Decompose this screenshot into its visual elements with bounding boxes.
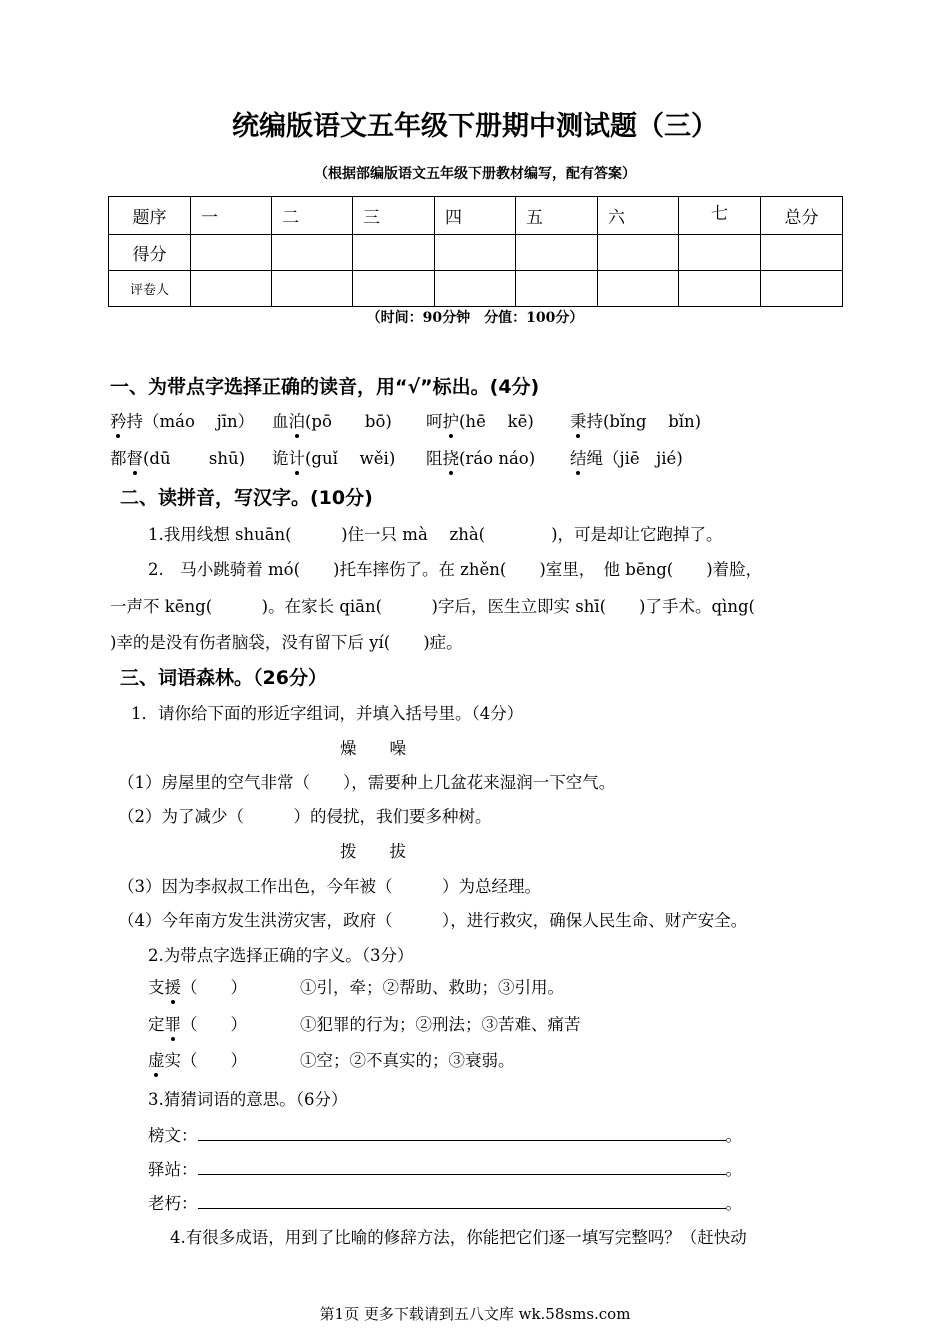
question-line: 2.为带点字选择正确的字义。（3分） [148,946,414,965]
score-input-cell[interactable] [191,235,272,271]
score-table-cell: 得分 [109,235,191,271]
pinyin-item: 诡计(guǐ wěi) [272,449,396,468]
pinyin-item: 结绳（jiē jié) [570,449,683,468]
char-pair: 拨 拔 [340,842,406,861]
grader-input-cell[interactable] [191,271,272,307]
score-input-cell[interactable] [353,235,435,271]
meaning-definition: ①空；②不真实的；③衰弱。 [300,1051,515,1070]
question-line: （3）因为李叔叔工作出色，今年被（ ）为总经理。 [118,877,541,896]
section-3-heading: 三、词语森林。（26分） [120,667,327,689]
score-table-cell: 七 [679,197,761,235]
pinyin-item: 秉持(bǐng bǐn) [570,412,702,431]
score-table-header-row [109,197,843,235]
question-line: 2. 马小跳骑着 mó( )托车摔伤了。在 zhěn( )室里， 他 bēng( )着脸， [148,560,763,579]
question-line: 1．请你给下面的形近字组词，并填入括号里。（4分） [131,704,524,723]
score-table-cell: 二 [272,197,353,235]
word-meaning-row: 老朽： 。 [148,1194,742,1213]
page-subtitle: （根据部编版语文五年级下册教材编写，配有答案） [314,166,636,182]
question-line: )幸的是没有伤者脑袋，没有留下后 yí( )症。 [110,633,463,652]
time-info: （时间：90分钟 分值：100分） [366,310,584,326]
meaning-item: 虚实（ ） [148,1051,247,1070]
question-line: 1.我用线想 shuān( )住一只 mà zhà( )，可是却让它跑掉了。 [148,525,723,544]
meaning-definition: ①犯罪的行为；②刑法；③苦难、痛苦 [300,1015,581,1034]
grader-input-cell[interactable] [679,271,761,307]
score-table-score-row [109,235,843,271]
grader-input-cell[interactable] [353,271,435,307]
word-meaning-row: 驿站： 。 [148,1160,742,1179]
page-title: 统编版语文五年级下册期中测试题（三） [232,111,718,142]
question-line: （1）房屋里的空气非常（ ），需要种上几盆花来湿润一下空气。 [118,773,616,792]
meaning-item: 支援（ ） [148,978,247,997]
score-input-cell[interactable] [272,235,353,271]
score-input-cell[interactable] [679,235,761,271]
score-table-cell: 评卷人 [109,271,191,307]
pinyin-item: 都督(dū shū) [110,449,246,468]
score-input-cell[interactable] [598,235,679,271]
question-line: （2）为了减少（ ）的侵扰，我们要多种树。 [118,807,492,826]
grader-input-cell[interactable] [272,271,353,307]
answer-line[interactable] [198,1194,726,1209]
section-2-heading: 二、读拼音，写汉字。(10分) [120,487,373,509]
pinyin-item: 阻挠(ráo náo) [426,449,536,468]
meaning-item: 定罪（ ） [148,1015,247,1034]
question-line: （4）今年南方发生洪涝灾害，政府（ ），进行救灾，确保人民生命、财产安全。 [118,911,748,930]
question-line: 一声不 kēng( )。在家长 qiān( )字后，医生立即实 shī( )了手术。qìng( [110,597,755,616]
grader-input-cell[interactable] [761,271,843,307]
score-table-cell: 四 [435,197,516,235]
page-footer: 第1页 更多下载请到五八文库 wk.58sms.com [319,1305,631,1323]
question-line: 3.猜猜词语的意思。（6分） [148,1090,348,1109]
score-table-grader-row [109,271,843,307]
section-1-heading: 一、为带点字选择正确的读音，用“√”标出。(4分) [110,376,540,398]
pinyin-item: 呵护(hē kē) [426,412,534,431]
score-table-cell: 一 [191,197,272,235]
pinyin-item: 血泊(pō bō) [272,412,392,431]
word-meaning-row: 榜文： 。 [148,1126,742,1145]
grader-input-cell[interactable] [516,271,598,307]
score-table-cell: 题序 [109,197,191,235]
score-input-cell[interactable] [516,235,598,271]
char-pair: 燥 噪 [340,739,406,758]
pinyin-item: 矜持（máo jīn） [110,412,255,431]
grader-input-cell[interactable] [598,271,679,307]
score-input-cell[interactable] [761,235,843,271]
answer-line[interactable] [198,1126,726,1141]
score-table-cell: 三 [353,197,435,235]
score-table-cell: 总分 [761,197,843,235]
meaning-definition: ①引，牵；②帮助、救助；③引用。 [300,978,564,997]
score-table-cell: 六 [598,197,679,235]
answer-line[interactable] [198,1160,726,1175]
score-table-cell: 五 [516,197,598,235]
question-line: 4.有很多成语，用到了比喻的修辞方法，你能把它们逐一填写完整吗？（赶快动 [170,1228,747,1247]
score-input-cell[interactable] [435,235,516,271]
score-table [108,196,843,307]
grader-input-cell[interactable] [435,271,516,307]
